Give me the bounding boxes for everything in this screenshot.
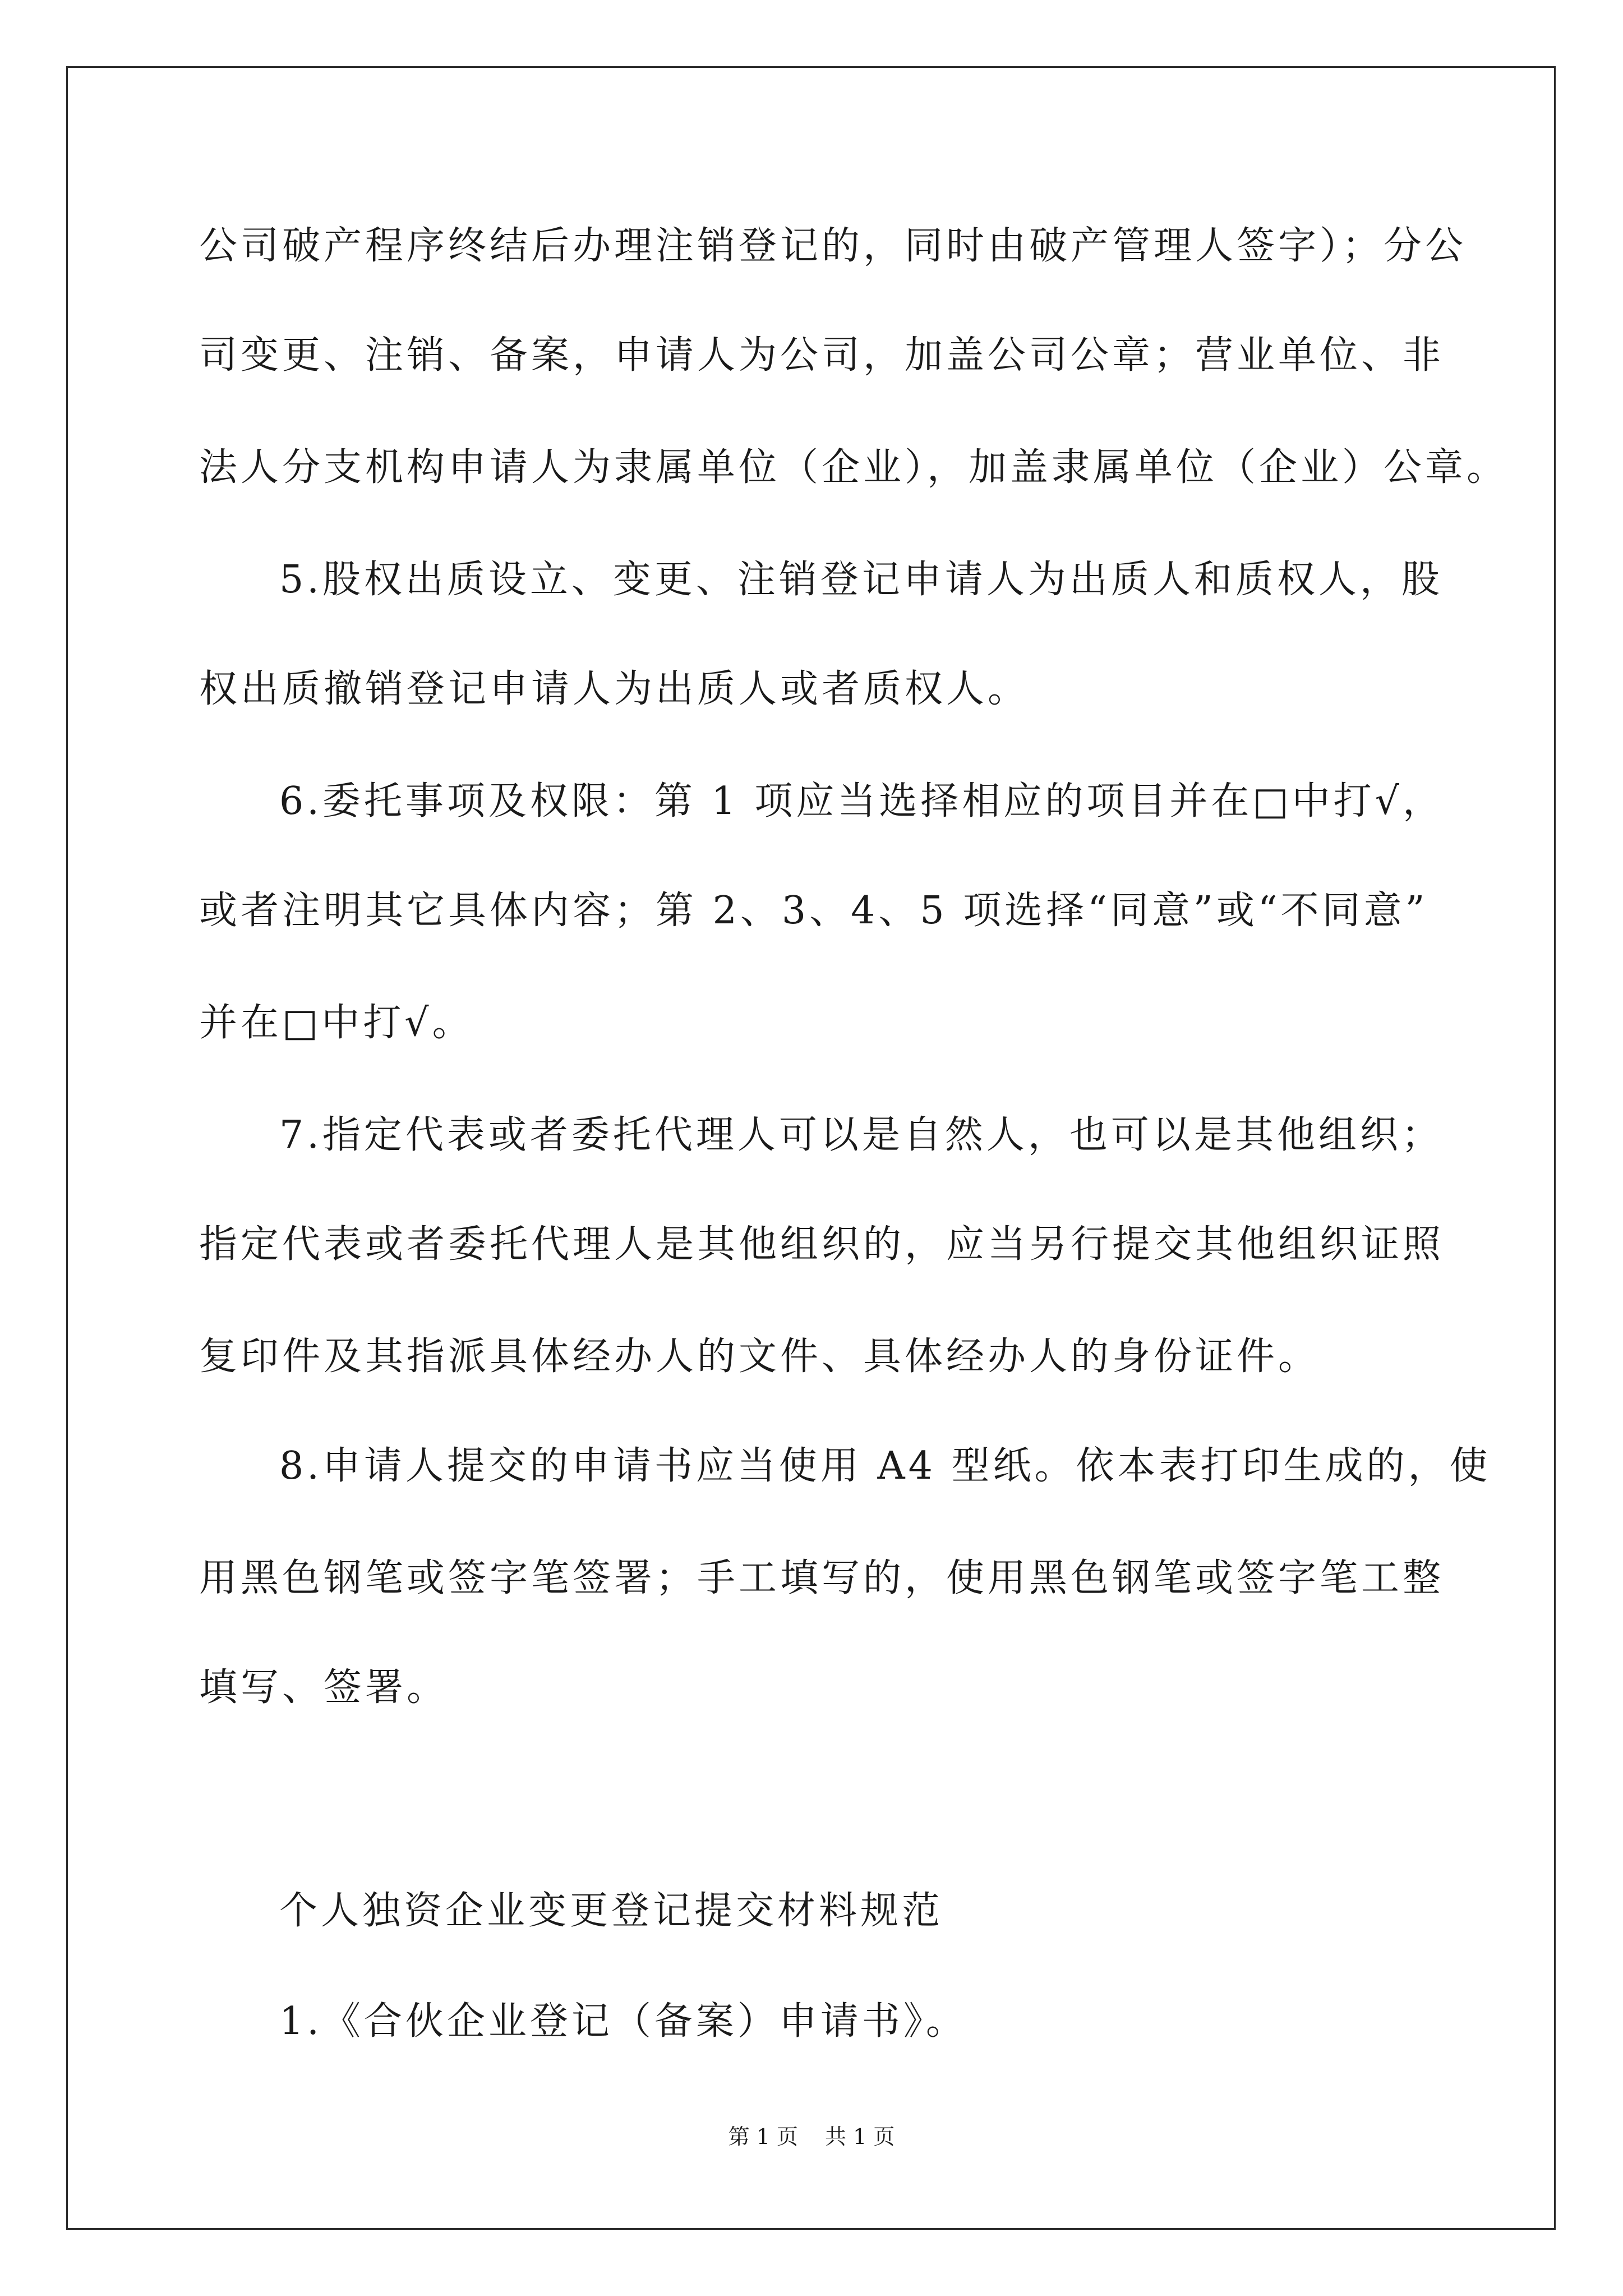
- text-line: 司变更、注销、备案，申请人为公司，加盖公司公章；营业单位、非: [199, 333, 1445, 378]
- text-line: 用黑色钢笔或签字笔签署；手工填写的，使用黑色钢笔或签字笔工整: [199, 1556, 1445, 1600]
- text-line: 填写、签署。: [199, 1665, 449, 1710]
- page-footer: [0, 2126, 1623, 2147]
- text-line: 7.指定代表或者委托代理人可以是自然人，也可以是其他组织；: [279, 1113, 1443, 1157]
- text-line: 5.股权出质设立、变更、注销登记申请人为出质人和质权人，股: [279, 558, 1443, 602]
- text-line: 公司破产程序终结后办理注销登记的，同时由破产管理人签字）；分公: [199, 224, 1467, 268]
- text-line: 6.委托事项及权限：第 1 项应当选择相应的项目并在□中打√，: [279, 779, 1444, 823]
- text-line: 8.申请人提交的申请书应当使用 A4 型纸。依本表打印生成的，使: [279, 1444, 1491, 1488]
- text-line: 复印件及其指派具体经办人的文件、具体经办人的身份证件。: [199, 1335, 1320, 1379]
- page-total: 共 1 页: [825, 2124, 895, 2149]
- text-line: 并在□中打√。: [199, 1001, 474, 1045]
- text-line: 法人分支机构申请人为隶属单位（企业），加盖隶属单位（企业）公章。: [199, 445, 1509, 490]
- section-heading: 个人独资企业变更登记提交材料规范: [279, 1889, 944, 1933]
- text-line: 或者注明其它具体内容；第 2、3、4、5 项选择“同意”或“不同意”: [199, 889, 1428, 933]
- text-line: 1.《合伙企业登记（备案）申请书》。: [279, 1999, 967, 2044]
- text-line: 权出质撤销登记申请人为出质人或者质权人。: [199, 667, 1030, 711]
- page-number: 第 1 页: [728, 2124, 798, 2149]
- text-line: 指定代表或者委托代理人是其他组织的，应当另行提交其他组织证照: [199, 1222, 1445, 1267]
